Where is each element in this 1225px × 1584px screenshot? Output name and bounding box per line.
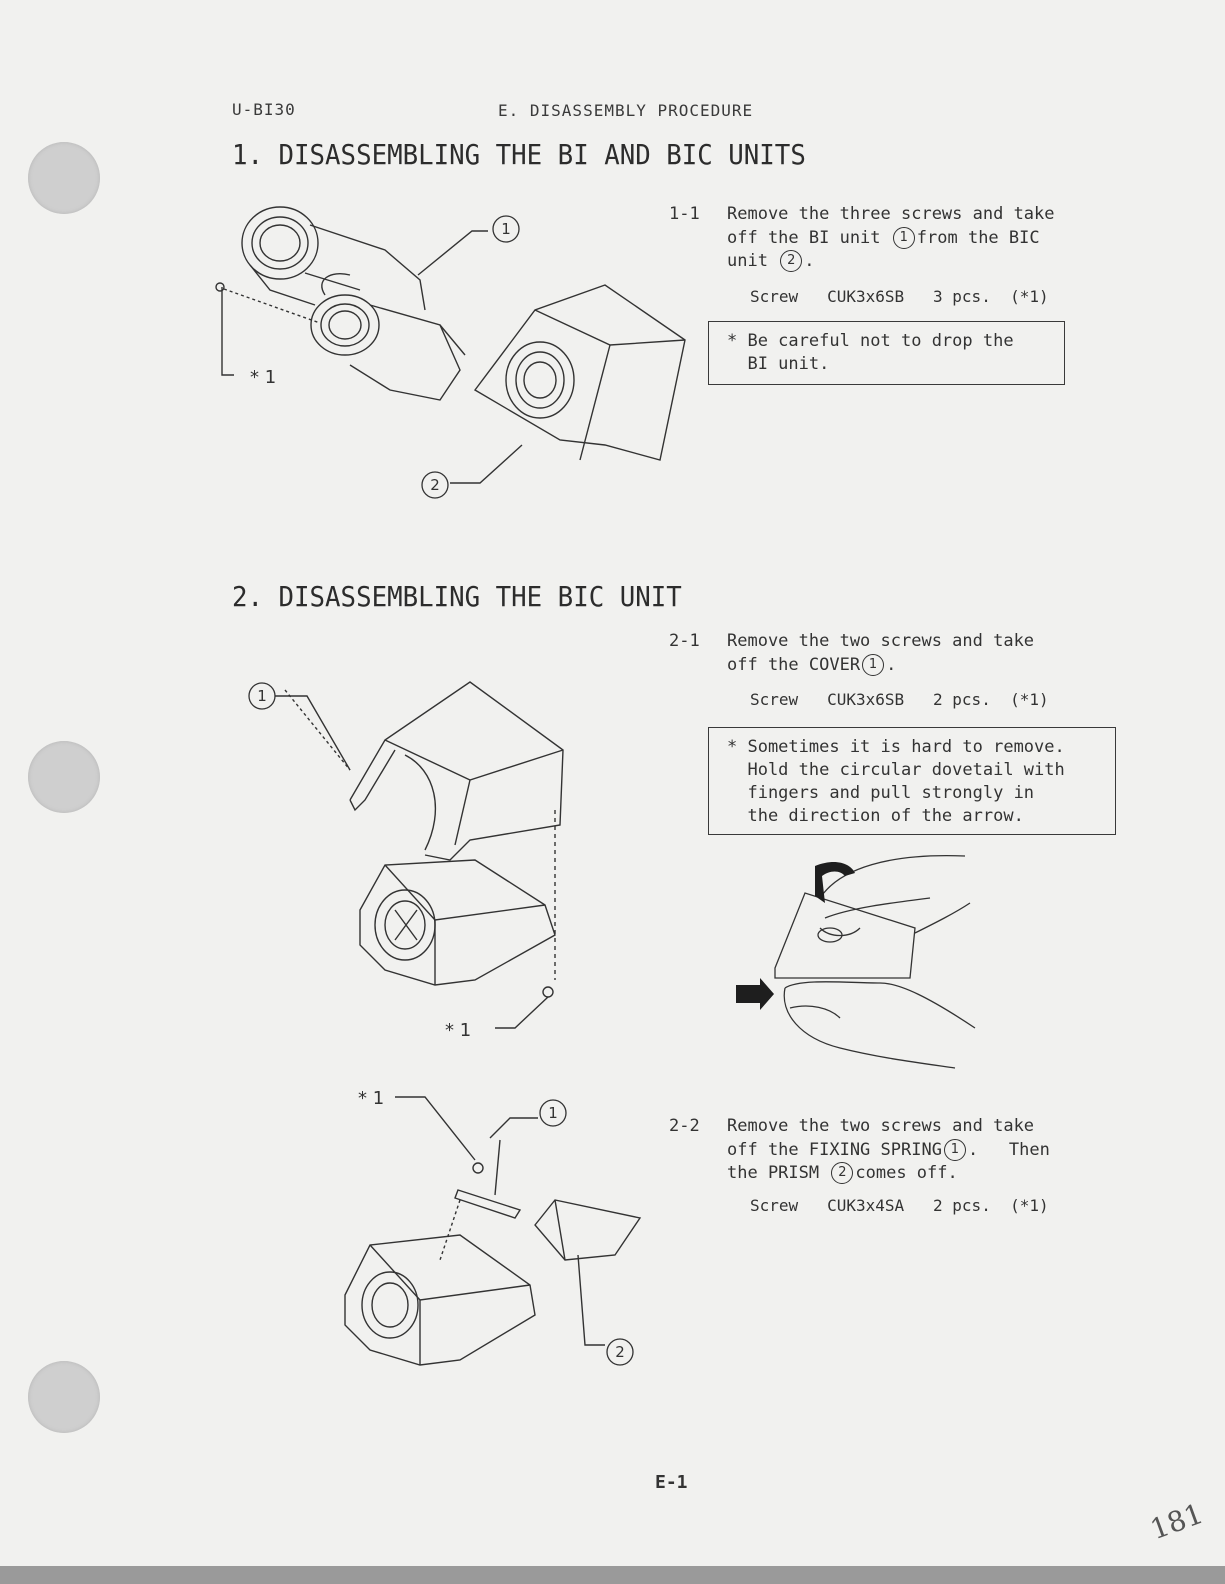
step-1-1-screw-spec: Screw CUK3x6SB 3 pcs. (*1) bbox=[750, 287, 1049, 306]
screw-ref-label-b: * 1 bbox=[358, 1088, 385, 1109]
binder-hole-top bbox=[28, 142, 100, 214]
ref-bi-unit: 1 bbox=[893, 227, 915, 249]
step-2-2-screw-spec: Screw CUK3x4SA 2 pcs. (*1) bbox=[750, 1196, 1049, 1215]
step-1-1-line3 bbox=[727, 250, 1127, 274]
step-1-1-line3b: . bbox=[804, 251, 815, 271]
prism-callout: 2 bbox=[615, 1343, 625, 1361]
note-2-line1: * Sometimes it is hard to remove. bbox=[727, 737, 1065, 757]
note-2-line2: Hold the circular dovetail with bbox=[727, 760, 1065, 780]
section-2-title: 2. DISASSEMBLING THE BIC UNIT bbox=[232, 580, 682, 613]
step-2-2-line2 bbox=[727, 1139, 1147, 1163]
screw-ref-label-a: * 1 bbox=[445, 1020, 472, 1041]
step-2-1-line2b: . bbox=[886, 654, 897, 675]
scan-bottom-edge bbox=[0, 1566, 1225, 1584]
bic-unit-callout: 2 bbox=[430, 476, 440, 494]
ref-prism: 2 bbox=[831, 1162, 853, 1184]
bi-bic-units-illustration bbox=[210, 195, 690, 505]
step-1-1-text bbox=[727, 203, 1127, 274]
step-1-1-line3a: unit bbox=[727, 251, 768, 271]
step-number-2-2: 2-2 bbox=[669, 1116, 700, 1136]
step-2-2-line3a: the PRISM bbox=[727, 1163, 820, 1183]
step-2-1-line1: Remove the two screws and take bbox=[727, 631, 1035, 651]
note-2-line3: fingers and pull strongly in bbox=[727, 783, 1035, 803]
section-1-title: 1. DISASSEMBLING THE BI AND BIC UNITS bbox=[232, 138, 806, 171]
section-1-caution-note bbox=[708, 321, 1065, 385]
spring-callout: 1 bbox=[548, 1104, 558, 1122]
step-2-1-screw-spec: Screw CUK3x6SB 2 pcs. (*1) bbox=[750, 690, 1049, 709]
step-2-2-line3b: comes off. bbox=[855, 1163, 958, 1183]
section-2-caution-note bbox=[708, 727, 1116, 835]
ref-fixing-spring: 1 bbox=[944, 1139, 966, 1161]
cover-callout: 1 bbox=[257, 687, 267, 705]
step-2-1-text bbox=[727, 630, 1127, 677]
step-2-2-text bbox=[727, 1115, 1147, 1186]
note-1-line2: BI unit. bbox=[727, 354, 830, 374]
screw-ref-label: * 1 bbox=[250, 367, 277, 388]
step-number-2-1: 2-1 bbox=[669, 631, 700, 651]
page-number: E-1 bbox=[655, 1472, 688, 1493]
step-1-1-line2 bbox=[727, 227, 1127, 251]
ref-bic-unit: 2 bbox=[780, 250, 802, 272]
step-2-2-line2a: off the FIXING SPRING bbox=[727, 1139, 942, 1160]
binder-hole-middle bbox=[28, 741, 100, 813]
bi-unit-callout: 1 bbox=[501, 220, 511, 238]
step-1-1-line2a: off the BI unit bbox=[727, 227, 881, 248]
step-2-2-line3 bbox=[727, 1162, 1147, 1186]
document-model: U-BI30 bbox=[232, 100, 296, 119]
step-number-1-1: 1-1 bbox=[669, 204, 700, 224]
step-2-1-line2 bbox=[727, 654, 1127, 678]
ref-cover: 1 bbox=[862, 654, 884, 676]
cover-removal-illustration bbox=[245, 670, 575, 1050]
document-header-title: E. DISASSEMBLY PROCEDURE bbox=[498, 101, 754, 120]
step-1-1-line1: Remove the three screws and take bbox=[727, 204, 1055, 224]
step-2-1-line2a: off the COVER bbox=[727, 654, 861, 675]
spring-prism-illustration bbox=[330, 1080, 650, 1380]
step-1-1-line2b: from the BIC bbox=[916, 227, 1040, 248]
step-2-2-line1: Remove the two screws and take bbox=[727, 1116, 1035, 1136]
binder-hole-bottom bbox=[28, 1361, 100, 1433]
step-2-2-line2b: . Then bbox=[967, 1139, 1050, 1160]
note-1-line1: * Be careful not to drop the bbox=[727, 331, 1014, 351]
note-2-line4: the direction of the arrow. bbox=[727, 806, 1024, 826]
handwritten-annotation: 181 bbox=[1145, 1496, 1208, 1547]
hands-pull-illustration bbox=[730, 848, 980, 1073]
